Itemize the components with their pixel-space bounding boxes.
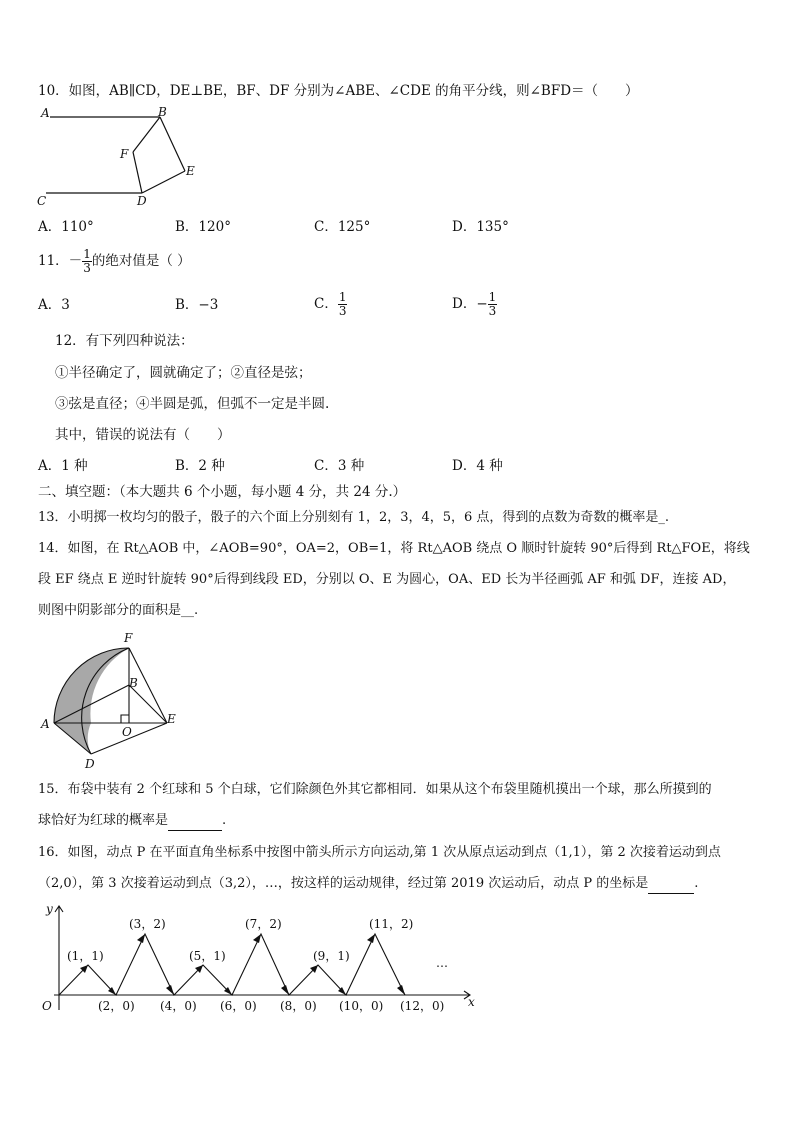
q15-blank <box>168 812 222 831</box>
q12-line3: 其中，错误的说法有（ ） <box>55 427 231 443</box>
segment-be <box>129 685 167 723</box>
q12-option-c: C．3 种 <box>314 458 365 474</box>
q11-option-c: C． $\frac{1}{3}$ <box>314 290 347 318</box>
q11-option-b: B．−3 <box>175 297 219 313</box>
q12-option-b: B．2 种 <box>175 458 225 474</box>
label-b: B <box>129 676 138 690</box>
label-7-2: (7，2) <box>245 917 282 931</box>
q12-line2: ③弦是直径；④半圆是弧，但弧不一定是半圆. <box>55 396 330 412</box>
label-2-0: (2，0) <box>98 999 135 1013</box>
origin-label: O <box>42 999 52 1013</box>
q14-line3: 则图中阴影部分的面积是__. <box>38 603 199 618</box>
label-9-1: (9，1) <box>313 949 350 963</box>
label-c: C <box>37 194 47 208</box>
q16-line2: （2,0），第 3 次接着运动到点（3,2），…，按这样的运动规律，经过第 2019 次运动后，动点 P 的坐标是 . <box>38 875 698 894</box>
segment-ed <box>142 171 185 193</box>
label-4-0: (4，0) <box>160 999 197 1013</box>
segment-be <box>160 117 185 171</box>
segment-bf <box>133 117 160 152</box>
label-6-0: (6，0) <box>220 999 257 1013</box>
shaded-region-upper <box>54 648 129 723</box>
q10-figure <box>36 104 206 210</box>
q11-option-a: A．3 <box>38 297 70 313</box>
label-e: E <box>186 164 195 178</box>
path-p <box>59 934 405 995</box>
q16-line1: 16．如图，动点 P 在平面直角坐标系中按图中箭头所示方向运动,第 1 次从原点运动到点（1,1），第 2 次接着运动到点 <box>38 845 721 860</box>
q12-line1: ①半径确定了，圆就确定了；②直径是弦； <box>55 365 312 381</box>
q12-title: 12．有下列四种说法： <box>55 333 194 349</box>
q10-option-c: C．125° <box>314 219 371 235</box>
q14-line2: 段 EF 绕点 E 逆时针旋转 90°后得到线段 ED，分别以 O、E 为圆心，OA、ED 长为半径画弧 AF 和弧 DF，连接 AD， <box>38 572 736 587</box>
direction-arrows <box>80 934 405 995</box>
q10-text: 10．如图，AB∥CD，DE⊥BE，BF、DF 分别为∠ABE、∠CDE 的角平分线，则∠BFD＝（ ） <box>38 83 639 99</box>
segment-fd <box>133 152 142 193</box>
q16-figure <box>34 900 484 1018</box>
label-11-2: (11，2) <box>369 917 414 931</box>
q11-text <box>38 246 191 276</box>
label-o: O <box>122 725 132 739</box>
q11-fraction: $\frac{1}{3}$ <box>83 247 91 275</box>
q11-suffix: 的绝对值是（ ） <box>91 253 191 269</box>
label-e: E <box>167 712 176 726</box>
label-a: A <box>41 717 50 731</box>
label-8-0: (8，0) <box>280 999 317 1013</box>
q10-option-d: D．135° <box>452 219 509 235</box>
label-b: B <box>158 105 167 119</box>
q10-option-b: B．120° <box>175 219 231 235</box>
q16-blank <box>648 875 694 894</box>
q12-option-a: A．1 种 <box>38 458 88 474</box>
q13-text: 13．小明掷一枚均匀的骰子，骰子的六个面上分别刻有 1，2，3，4，5，6 点，得到的点数为奇数的概率是_. <box>38 510 670 525</box>
ellipsis: … <box>436 956 448 970</box>
q12-option-d: D．4 种 <box>452 458 503 474</box>
q14-figure <box>36 628 186 774</box>
axis-y-label: y <box>46 902 53 916</box>
label-3-2: (3，2) <box>129 917 166 931</box>
label-1-1: (1，1) <box>67 949 104 963</box>
label-a: A <box>41 106 50 120</box>
label-12-0: (12，0) <box>400 999 445 1013</box>
label-d: D <box>137 194 147 208</box>
q14-line1: 14．如图，在 Rt△AOB 中，∠AOB=90°，OA=2，OB=1，将 Rt△AOB 绕点 O 顺时针旋转 90°后得到 Rt△FOE，将线 <box>38 541 750 556</box>
q11-option-d: D．− $\frac{1}{3}$ <box>452 290 497 318</box>
label-f: F <box>124 631 133 645</box>
label-10-0: (10，0) <box>339 999 384 1013</box>
label-d: D <box>85 757 95 771</box>
right-angle-mark <box>121 715 129 723</box>
label-5-1: (5，1) <box>189 949 226 963</box>
q15-line2: 球恰好为红球的概率是 . <box>38 812 226 831</box>
q10-option-a: A．110° <box>38 219 94 235</box>
axis-x-label: x <box>468 995 475 1009</box>
section-heading: 二、填空题：（本大题共 6 个小题，每小题 4 分，共 24 分.） <box>38 484 407 500</box>
q11-prefix: 11．－ <box>38 253 83 269</box>
label-f: F <box>120 147 129 161</box>
q15-line1: 15．布袋中装有 2 个红球和 5 个白球，它们除颜色外其它都相同．如果从这个布袋里随机摸出一个球，那么所摸到的 <box>38 782 712 797</box>
